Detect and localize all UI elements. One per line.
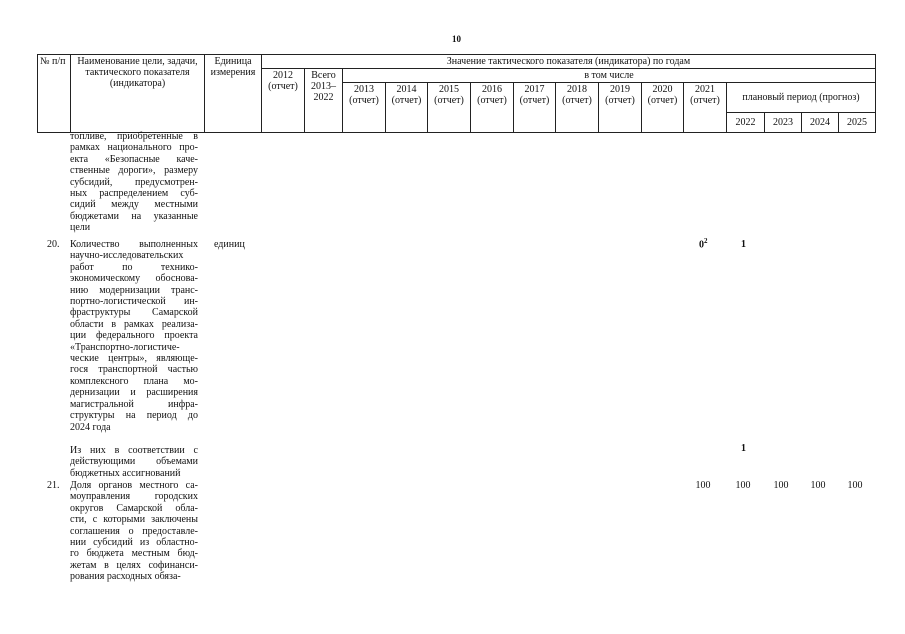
col-unit-header: Единица измерения xyxy=(205,55,262,133)
plan-year-header: 2024 xyxy=(802,113,839,133)
col-num-header: № п/п xyxy=(38,55,71,133)
year-header: 2020 (отчет) xyxy=(642,83,684,133)
row-21-value-2023: 100 xyxy=(773,480,789,491)
plan-year-header: 2025 xyxy=(839,113,876,133)
row-20-text: Количество выполненных научно-исследовательских работ по технико- экономическому обоснова- нию модернизации транс- портно-логистической ин- фраструктуры Самарской области в рамках реализа- ции федерального проекта «Транспортно-логистиче- ческие центры», являюще- гося транспортной частью комплексного плана мо- дернизации и расширения магистральной инфра- структуры на период до 2024 года xyxy=(70,239,198,433)
row-21-value-2025: 100 xyxy=(847,480,863,491)
year-header: 2016 (отчет) xyxy=(471,83,514,133)
year-header: 2015 (отчет) xyxy=(428,83,471,133)
year-header: 2019 (отчет) xyxy=(599,83,642,133)
year-header: 2021 (отчет) xyxy=(684,83,727,133)
row-21-value-2022: 100 xyxy=(735,480,751,491)
row-20-number: 20. xyxy=(47,239,60,250)
planned-header: плановый период (прогноз) xyxy=(727,83,876,113)
row-20-value-2021: $0^2$ xyxy=(699,237,708,251)
year-2012-header: 2012 (отчет) xyxy=(262,69,305,133)
col-name-header: Наименование цели, задачи, тактического показателя (индикатора) xyxy=(71,55,205,133)
page-number: 10 xyxy=(452,34,461,44)
including-header: в том числе xyxy=(343,69,876,83)
row-21-value-2021: 100 xyxy=(695,480,711,491)
row-20-value-2022: 1 xyxy=(741,239,746,250)
header-table xyxy=(37,54,876,133)
year-header: 2017 (отчет) xyxy=(514,83,556,133)
row-21-value-2024: 100 xyxy=(810,480,826,491)
year-header: 2018 (отчет) xyxy=(556,83,599,133)
row-21-number: 21. xyxy=(47,480,60,491)
total-header: Всего 2013–2022 xyxy=(305,69,343,133)
plan-year-header: 2023 xyxy=(765,113,802,133)
row-20-sub-value-2022: 1 xyxy=(741,443,746,454)
year-header: 2014 (отчет) xyxy=(386,83,428,133)
year-header: 2013 (отчет) xyxy=(343,83,386,133)
plan-year-header: 2022 xyxy=(727,113,765,133)
row-20-unit: единиц xyxy=(214,239,245,250)
row-20-sub-text: Из них в соответствии с действующими объемами бюджетных ассигнований xyxy=(70,445,198,479)
col-values-header: Значение тактического показателя (индикатора) по годам xyxy=(262,55,876,69)
continuation-text: топливе, приобретенные в рамках национального про- екта «Безопасные каче- ственные дороги», размеру субсидий, предусмотрен- ных распределением суб- сидий между местными бюджетами на указанные цели xyxy=(70,131,198,234)
row-21-text: Доля органов местного са- моуправления городских округов Самарской обла- сти, с которыми заключены соглашения о предоставле- нии субсидий из областно- го бюджета местным бюд- жетам в целях софинанси- рования расходных обяза- xyxy=(70,480,198,583)
